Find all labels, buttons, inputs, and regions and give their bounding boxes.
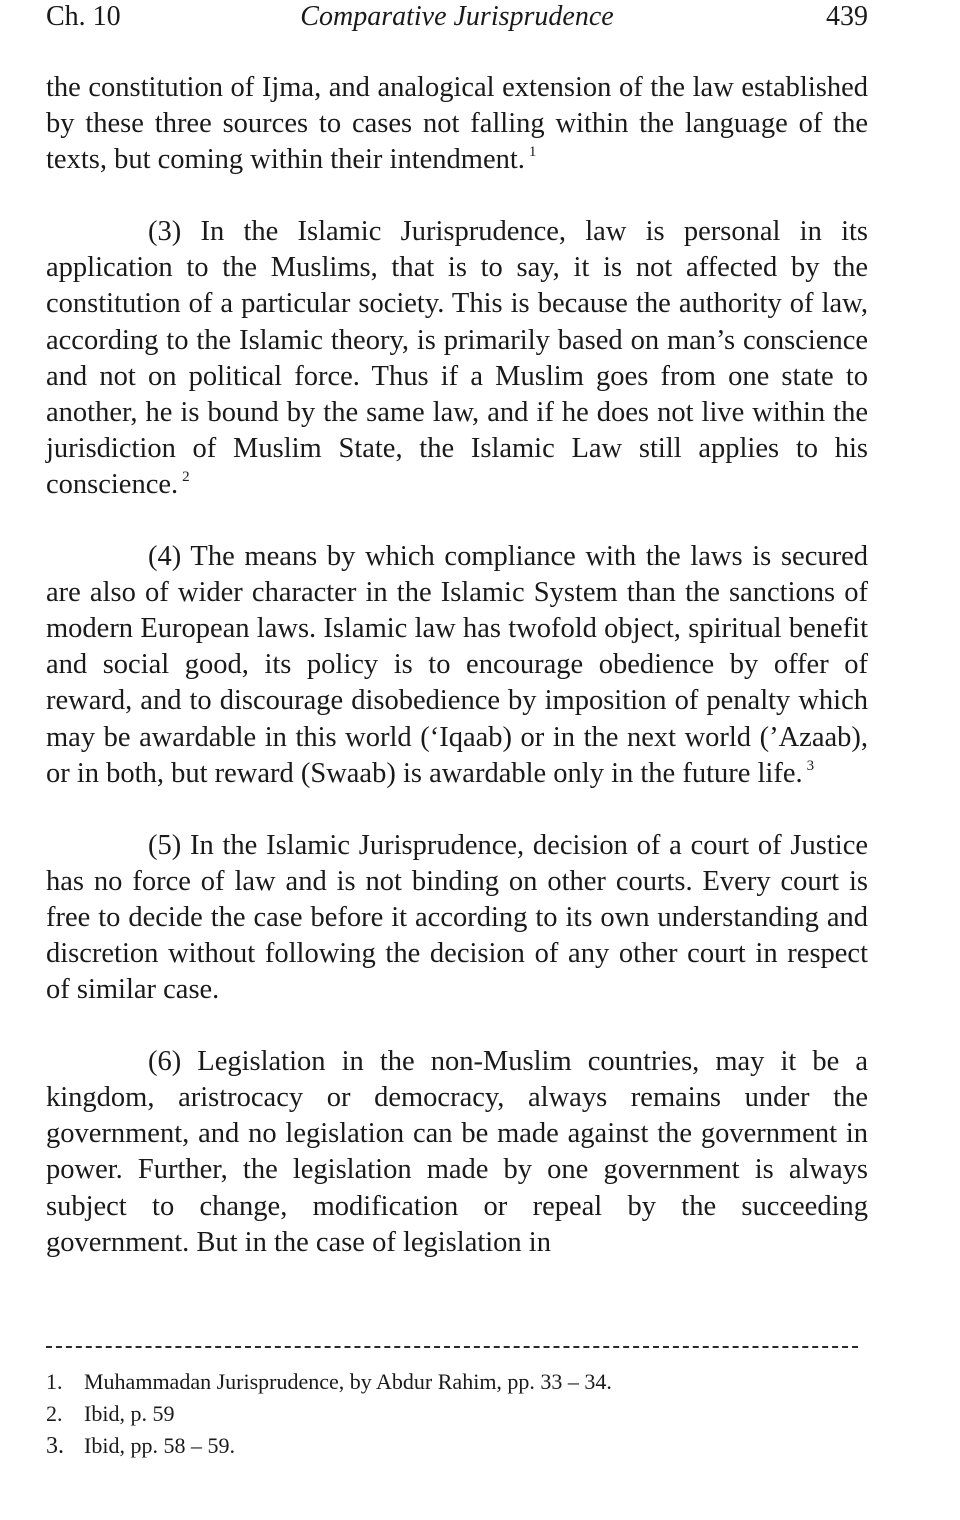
paragraph-3: (3) In the Islamic Jurisprudence, law is personal in its application to the Muslims, that is to say, it is not affected by the constitution of a particular society. This is because the authority of law, according to the Islamic theory, is primarily based on man’s conscience and not on political force. Thus if a Muslim goes from one state to another, he is bound by the same law, and if he does not live within the jurisdiction of Muslim State, the Islamic Law still applies to his conscience. $^2$ [46, 216, 868, 500]
chapter-label: Ch. 10 [46, 1, 121, 32]
footnote-number: 3. [46, 1433, 64, 1459]
body-text [46, 70, 868, 1297]
paragraph-continuation: the constitution of Ijma, and analogical extension of the law established by these three sources to cases not falling within the language of the texts, but coming within their intendment. $^1$ [46, 72, 868, 176]
running-header [46, 0, 868, 40]
footnotes [46, 1366, 868, 1462]
footnote-number: 2. [46, 1401, 63, 1426]
footnote-3 [46, 1430, 868, 1462]
footnote-ref-3: 3 [806, 757, 815, 774]
footnote-text: Muhammadan Jurisprudence, by Abdur Rahim, pp. 33 – 34. [84, 1369, 612, 1394]
footnote-text: Ibid, pp. 58 – 59. [84, 1433, 235, 1458]
page-number: 439 [826, 1, 868, 32]
footnote-ref-1: 1 [528, 144, 537, 161]
paragraph-5: (5) In the Islamic Jurisprudence, decision of a court of Justice has no force of law and is not binding on other courts. Every court is free to decide the case before it according to its own understanding and discretion without following the decision of any other court in respect of similar case. [46, 829, 868, 1006]
running-title: Comparative Jurisprudence [300, 1, 614, 32]
footnote-ref-2: 2 [182, 468, 190, 485]
footnote-1 [46, 1366, 868, 1398]
footnote-2 [46, 1398, 868, 1430]
paragraph-4: (4) The means by which compliance with the laws is secured are also of wider character in the Islamic System than the sanctions of modern European laws. Islamic law has twofold object, spiritual benefit and social good, its policy is to encourage obedience by offer of reward, and to discourage disobedience by imposition of penalty which may be awardable in this world (‘Iqaab) or in the next world (’Azaab), or in both, but reward (Swaab) is awardable only in the future life. $^3$ [46, 541, 868, 789]
book-page [46, 0, 868, 1459]
paragraph-6: (6) Legislation in the non-Muslim countries, may it be a kingdom, aristrocacy or democracy, always remains under the government, and no legislation can be made against the government in power. Further, the legislation made by one government is always subject to change, modification or repeal by the succeeding government. But in the case of legislation in [46, 1046, 868, 1258]
footnote-divider [46, 1346, 858, 1348]
footnote-number: 1. [46, 1369, 63, 1394]
footnote-text: Ibid, p. 59 [84, 1401, 175, 1426]
